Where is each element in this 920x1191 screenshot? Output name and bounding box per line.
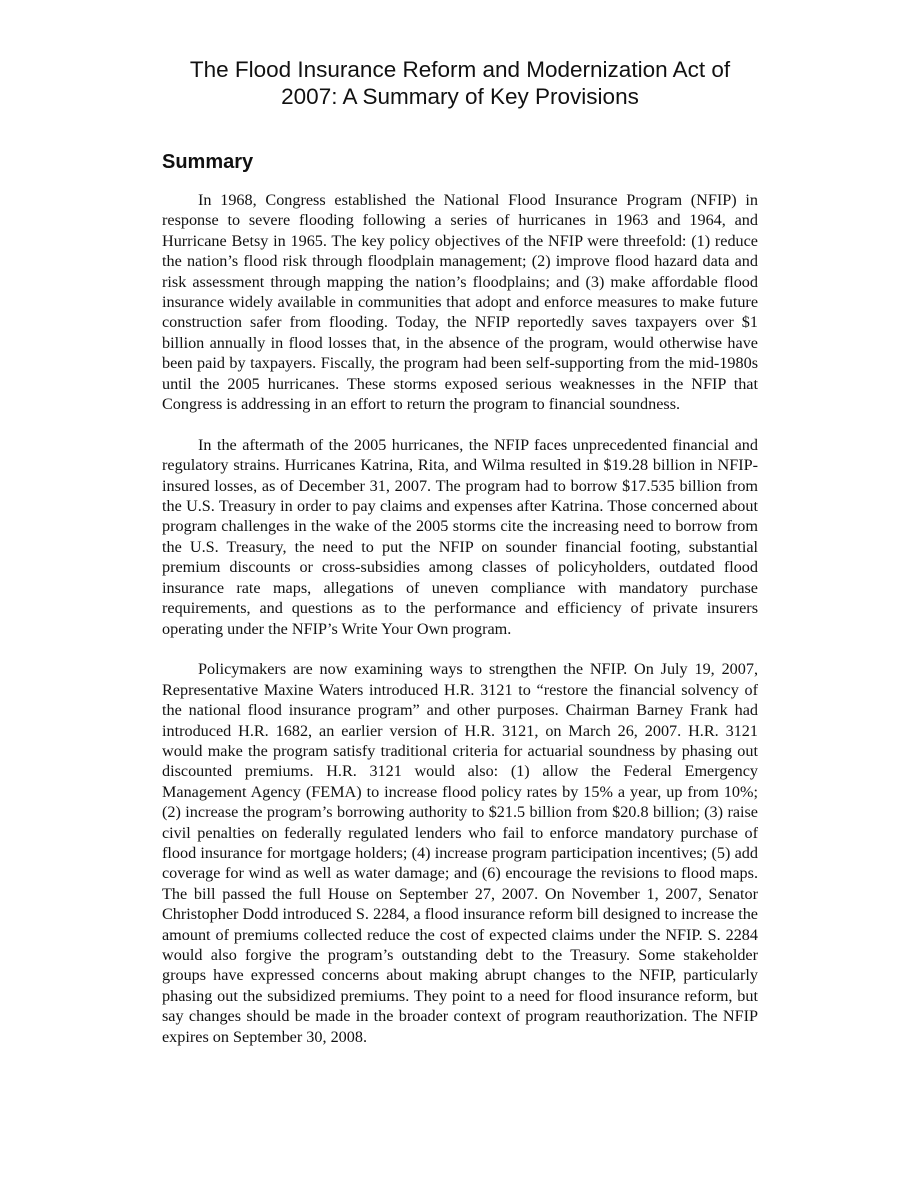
section-heading-summary: Summary: [162, 151, 254, 173]
document-title-line-2: 2007: A Summary of Key Provisions: [281, 84, 639, 109]
document-title: [162, 56, 758, 110]
summary-paragraph-2: In the aftermath of the 2005 hurricanes, the NFIP faces unprecedented financial and regulatory strains. Hurricanes Katrina, Rita, and Wilma resulted in $19.28 billion in NFIP-insured losses, as of December 31, 2007. The program had to borrow $17.535 billion from the U.S. Treasury in order to pay claims and expenses after Katrina. Those concerned about program challenges in the wake of the 2005 storms cite the increasing need to borrow from the U.S. Treasury, the need to put the NFIP on sounder financial footing, substantial premium discounts or cross-subsidies among classes of policyholders, outdated flood insurance rate maps, allegations of uneven compliance with mandatory purchase requirements, and questions as to the performance and efficiency of private insurers operating under the NFIP’s Write Your Own program.: [162, 435, 758, 638]
summary-paragraph-1: In 1968, Congress established the National Flood Insurance Program (NFIP) in response to severe flooding following a series of hurricanes in 1963 and 1964, and Hurricane Betsy in 1965. The key policy objectives of the NFIP were threefold: (1) reduce the nation’s flood risk through floodplain management; (2) improve flood hazard data and risk assessment through mapping the nation’s floodplains; and (3) make affordable flood insurance widely available in communities that adopt and enforce measures to make future construction safer from flooding. Today, the NFIP reportedly saves taxpayers over $1 billion annually in flood losses that, in the absence of the program, would otherwise have been paid by taxpayers. Fiscally, the program had been self-supporting from the mid-1980s until the 2005 hurricanes. These storms exposed serious weaknesses in the NFIP that Congress is addressing in an effort to return the program to financial soundness.: [162, 191, 758, 414]
document-page: [162, 56, 758, 1067]
document-title-line-1: The Flood Insurance Reform and Modernization Act of: [189, 57, 731, 82]
summary-paragraph-3: Policymakers are now examining ways to strengthen the NFIP. On July 19, 2007, Representative Maxine Waters introduced H.R. 3121 to “restore the financial solvency of the national flood insurance program” and other purposes. Chairman Barney Frank had introduced H.R. 1682, an earlier version of H.R. 3121, on March 26, 2007. H.R. 3121 would make the program satisfy traditional criteria for actuarial soundness by phasing out discounted premiums. H.R. 3121 would also: (1) allow the Federal Emergency Management Agency (FEMA) to increase flood policy rates by 15% a year, up from 10%; (2) increase the program’s borrowing authority to $21.5 billion from $20.8 billion; (3) raise civil penalties on federally regulated lenders who fail to enforce mandatory purchase of flood insurance for mortgage holders; (4) increase program participation incentives; (5) add coverage for wind as well as water damage; and (6) encourage the revisions to flood maps. The bill passed the full House on September 27, 2007. On November 1, 2007, Senator Christopher Dodd introduced S. 2284, a flood insurance reform bill designed to increase the amount of premiums collected reduce the cost of expected claims under the NFIP. S. 2284 would also forgive the program’s outstanding debt to the Treasury. Some stakeholder groups have expressed concerns about making abrupt changes to the NFIP, particularly phasing out the subsidized premiums. They point to a need for flood insurance reform, but say changes should be made in the broader context of program reauthorization. The NFIP expires on September 30, 2008.: [162, 660, 758, 1046]
